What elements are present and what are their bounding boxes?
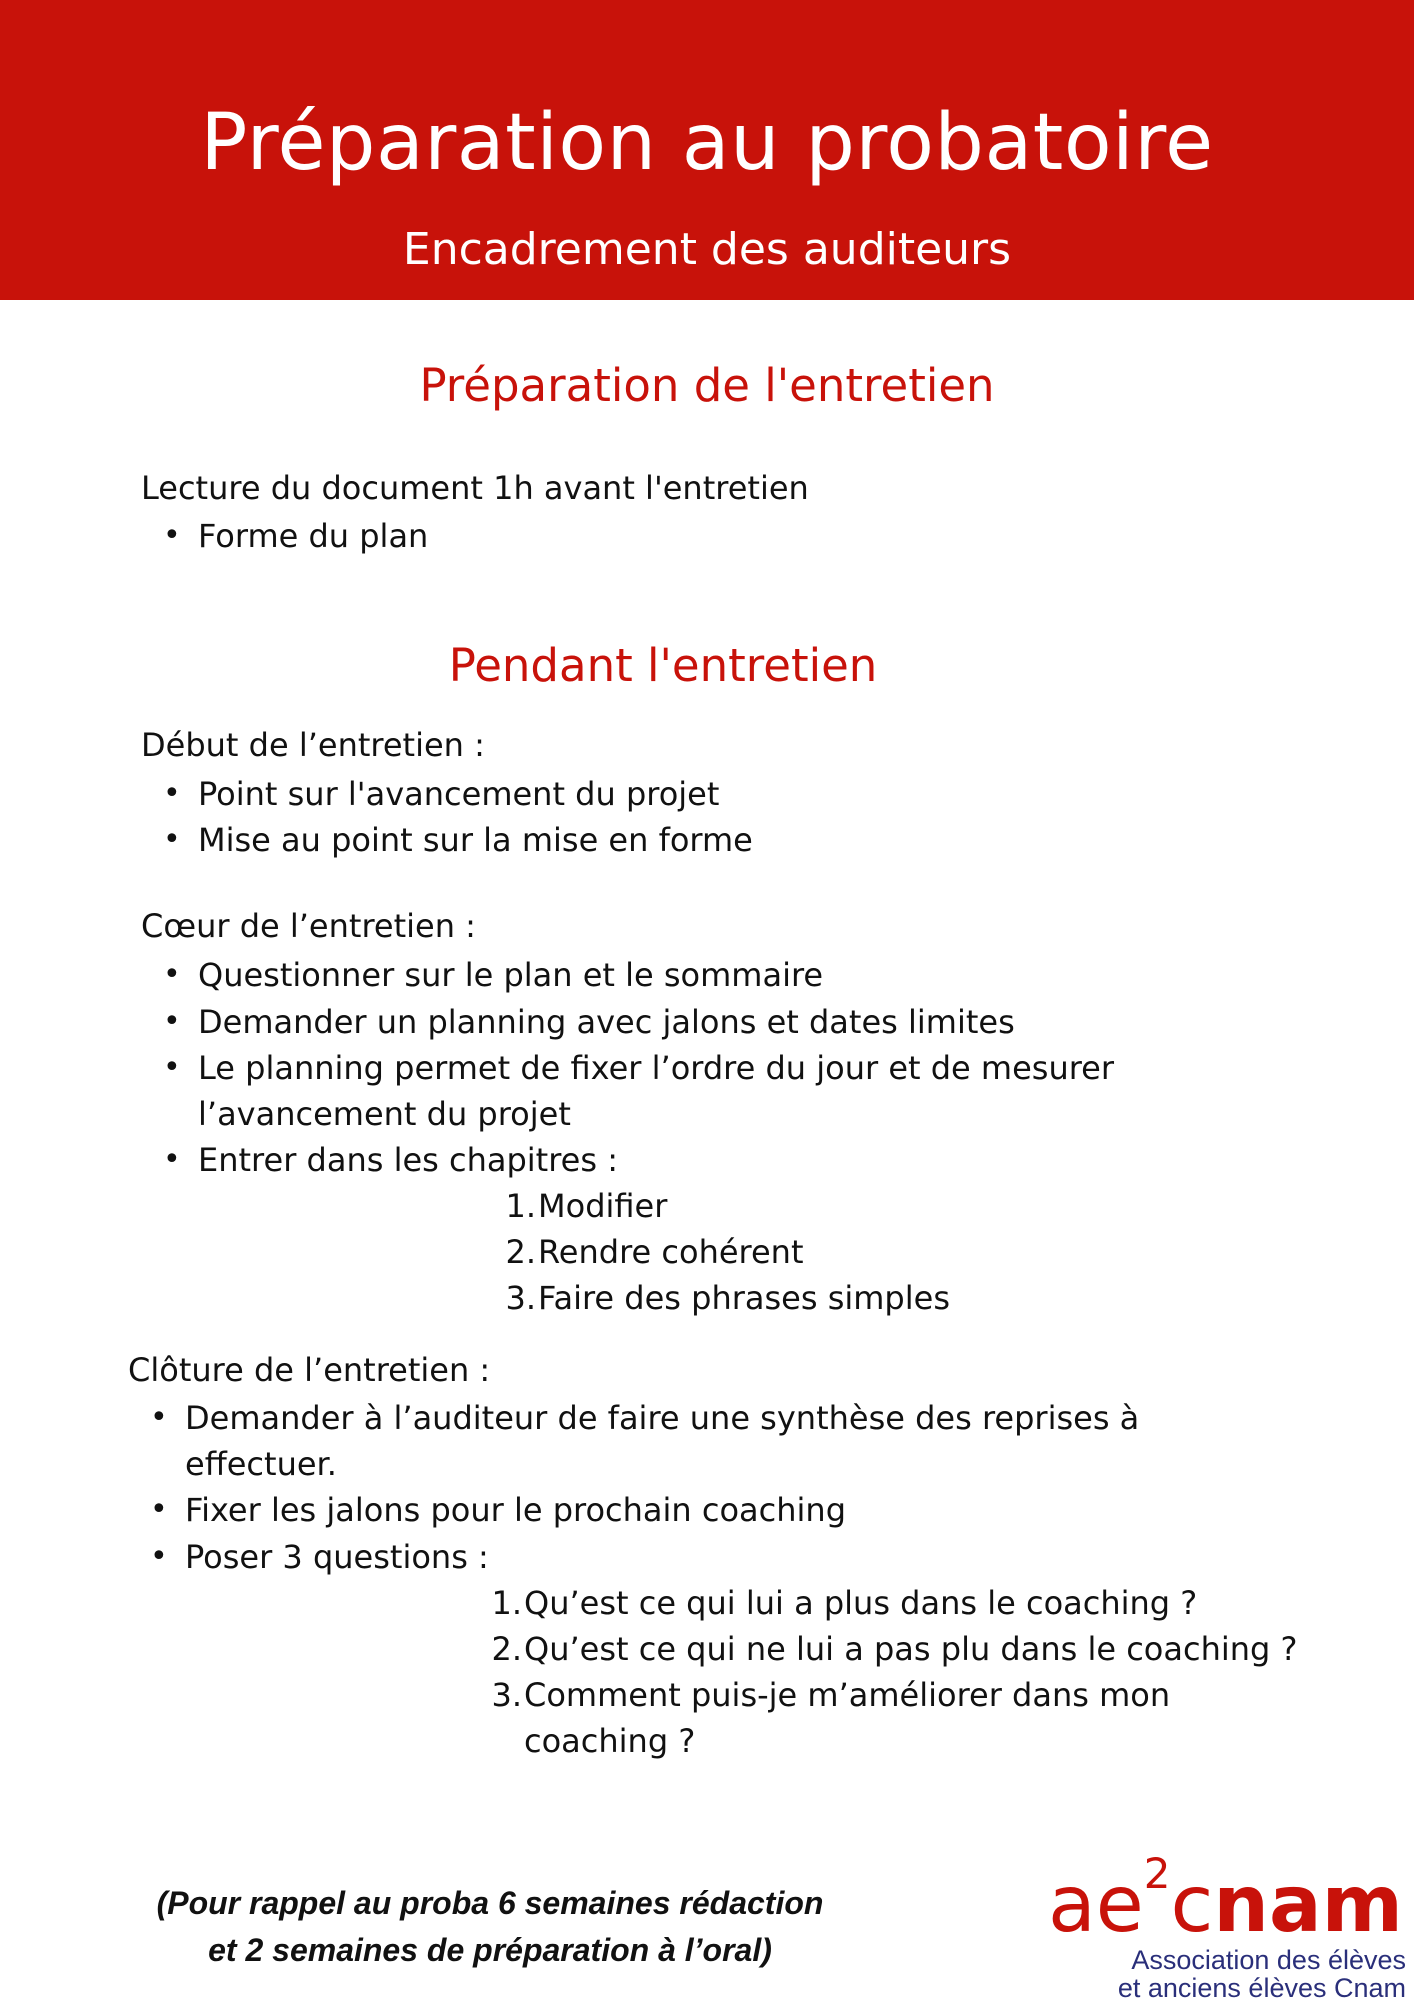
bullet-dot: • xyxy=(150,1400,168,1435)
bullet-dot: • xyxy=(163,957,181,992)
section-heading-preparation: Préparation de l'entretien xyxy=(419,359,995,412)
numbered-item-continuation: coaching ? xyxy=(524,1722,696,1760)
numbered-item: Faire des phrases simples xyxy=(538,1279,950,1317)
logo-mark-ae: ae xyxy=(1048,1860,1144,1950)
logo-mark-c: c xyxy=(1170,1860,1214,1950)
list-number: 3. xyxy=(491,1676,522,1714)
list-item: Entrer dans les chapitres : xyxy=(198,1141,618,1179)
numbered-item: Rendre cohérent xyxy=(538,1233,804,1271)
logo-tagline-line1: Association des élèves xyxy=(1131,1945,1406,1975)
list-number: 2. xyxy=(505,1233,536,1271)
logo-tagline-line2: et anciens élèves Cnam xyxy=(1117,1973,1406,2003)
list-item: Mise au point sur la mise en forme xyxy=(198,821,753,859)
section-heading-pendant: Pendant l'entretien xyxy=(448,639,878,692)
logo-mark-nam: nam xyxy=(1213,1860,1403,1950)
list-item: Demander un planning avec jalons et dates limites xyxy=(198,1003,1015,1041)
footer-reminder-line2: et 2 semaines de préparation à l’oral) xyxy=(208,1932,772,1968)
bullet-dot: • xyxy=(150,1539,168,1574)
footer-reminder-line1: (Pour rappel au proba 6 semaines rédaction xyxy=(156,1885,824,1921)
page-title: Préparation au probatoire xyxy=(200,98,1214,188)
subsection-label-cloture: Clôture de l’entretien : xyxy=(128,1351,491,1389)
section-intro: Lecture du document 1h avant l'entretien xyxy=(141,469,809,507)
list-item: Poser 3 questions : xyxy=(185,1538,489,1576)
list-item: Point sur l'avancement du projet xyxy=(198,775,720,813)
list-item: Fixer les jalons pour le prochain coaching xyxy=(185,1491,847,1529)
numbered-item: Qu’est ce qui ne lui a pas plu dans le coaching ? xyxy=(524,1630,1298,1668)
list-number: 1. xyxy=(505,1187,536,1225)
page-subtitle: Encadrement des auditeurs xyxy=(402,224,1012,275)
bullet-dot: • xyxy=(150,1492,168,1527)
list-number: 3. xyxy=(505,1279,536,1317)
list-item: Forme du plan xyxy=(198,517,429,555)
footer-reminder xyxy=(140,1880,840,1974)
list-item-continuation: l’avancement du projet xyxy=(198,1095,571,1133)
ae2cnam-logo xyxy=(1040,1849,1410,2003)
list-number: 1. xyxy=(491,1584,522,1622)
bullet-dot: • xyxy=(163,776,181,811)
list-item-continuation: effectuer. xyxy=(185,1445,337,1483)
bullet-dot: • xyxy=(163,1050,181,1085)
numbered-item: Modifier xyxy=(538,1187,668,1225)
subsection-label-debut: Début de l’entretien : xyxy=(141,726,485,764)
subsection-label-coeur: Cœur de l’entretien : xyxy=(141,907,476,945)
numbered-item: Comment puis-je m’améliorer dans mon xyxy=(524,1676,1171,1714)
logo-tagline xyxy=(1076,1946,1406,2002)
bullet-dot: • xyxy=(163,1004,181,1039)
list-number: 2. xyxy=(491,1630,522,1668)
bullet-dot: • xyxy=(163,1142,181,1177)
numbered-item: Qu’est ce qui lui a plus dans le coaching ? xyxy=(524,1584,1198,1622)
logo-mark xyxy=(1048,1849,1403,1950)
list-item: Demander à l’auditeur de faire une synthèse des reprises à xyxy=(185,1399,1140,1437)
list-item: Le planning permet de fixer l’ordre du jour et de mesurer xyxy=(198,1049,1115,1087)
bullet-dot: • xyxy=(163,822,181,857)
bullet-dot: • xyxy=(163,518,181,553)
header-banner xyxy=(0,0,1414,300)
logo-mark-superscript: 2 xyxy=(1143,1849,1171,1898)
list-item: Questionner sur le plan et le sommaire xyxy=(198,956,824,994)
